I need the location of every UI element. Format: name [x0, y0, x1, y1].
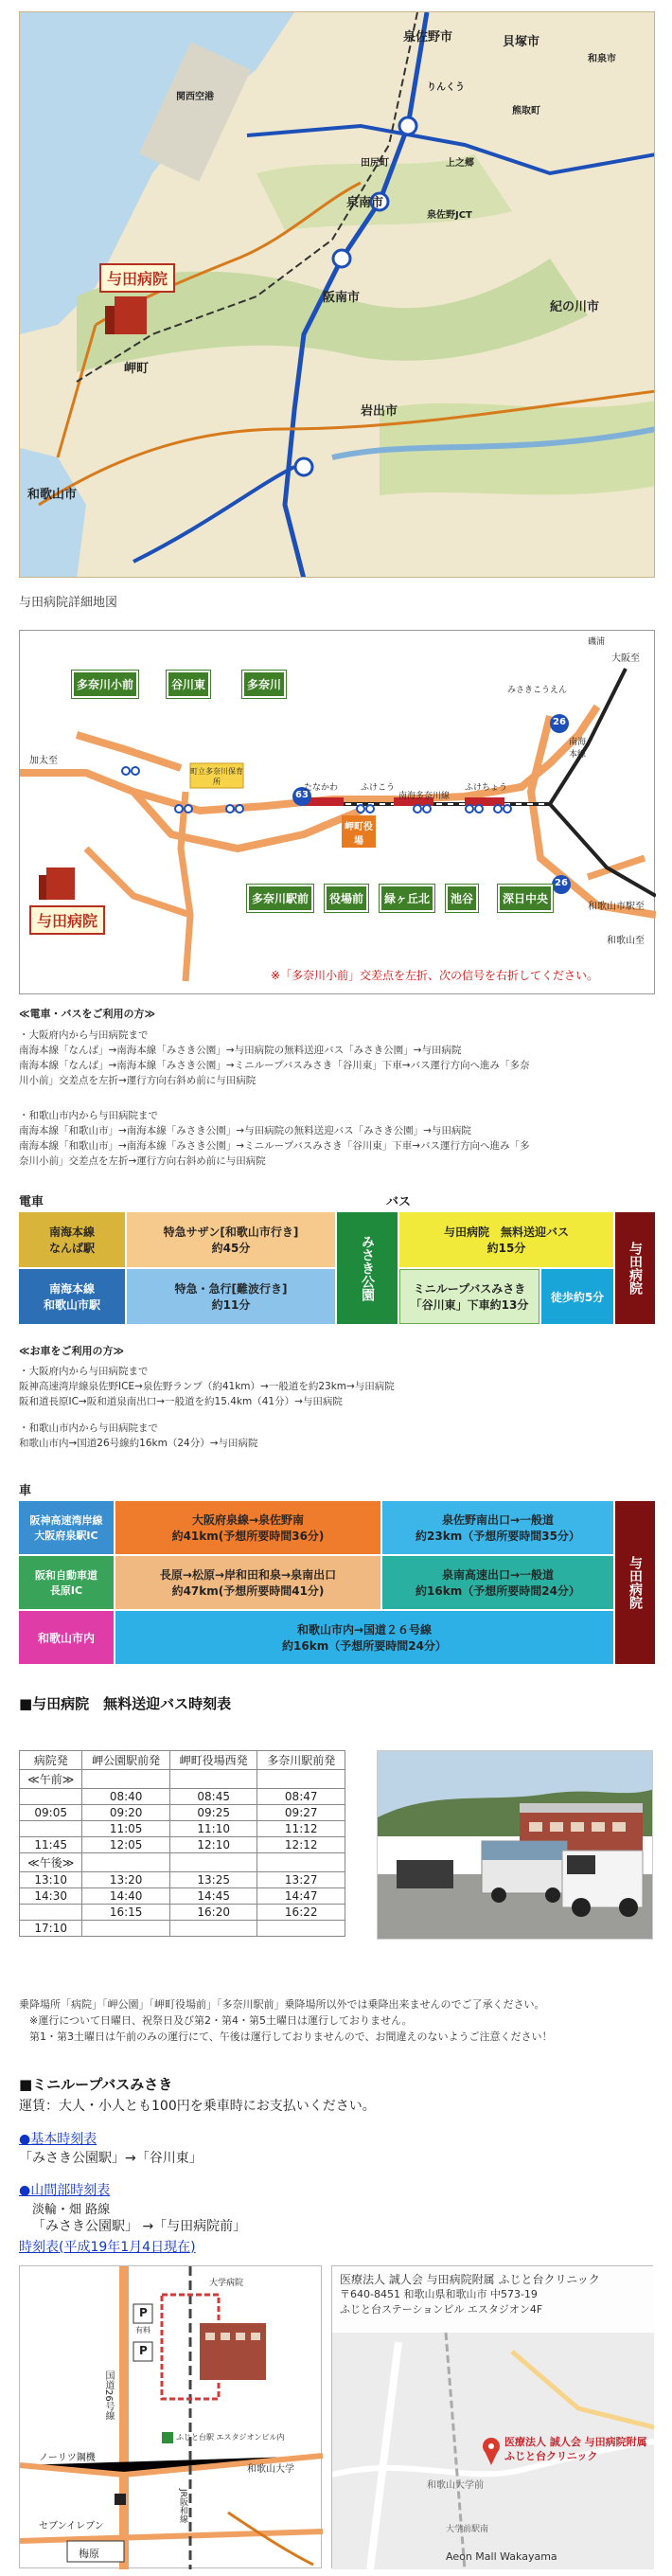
train-para-2-line: 南海本線「和歌山市」→南海本線「みさき公園」→ミニループバスみさき「谷川東」下車→バス運行方向へ進み「多 — [19, 1140, 530, 1152]
train-route-table — [19, 1212, 655, 1326]
tt-col-head: 岬公園駅前発 — [82, 1751, 170, 1770]
bus-timetable — [19, 1750, 345, 1937]
gmap-label-daigakumae: 和歌山大学前 — [427, 2480, 484, 2491]
stop-yakuba: 役場前 — [325, 885, 368, 912]
car-from-hanshin: 阪神高速湾岸線 大阪府泉駅IC — [19, 1501, 114, 1554]
map-label-izumisano: 泉佐野市 — [403, 30, 453, 45]
tt-cell: 16:15 — [82, 1905, 170, 1921]
map-label-jct: 泉佐野JCT — [427, 210, 472, 221]
bus-note-line: ※運行について日曜日、祝祭日及び第2・第4・第5土曜日は運行しておりません。 — [19, 2014, 413, 2027]
clinic-street-map[interactable] — [19, 2265, 322, 2568]
clinic-info-name: 医療法人 誠人会 与田病院附属 ふじと台クリニック — [340, 2273, 600, 2286]
mini-loop-fare: 運賃：大人・小人とも100円を乗車時にお支払いください。 — [19, 2099, 376, 2114]
tt-cell: 14:40 — [82, 1888, 170, 1905]
detail-map-caption: 与田病院詳細地図 — [19, 596, 118, 610]
label-kada: 加太至 — [29, 756, 58, 766]
tt-cell — [82, 1770, 170, 1789]
clinic-google-map[interactable] — [331, 2265, 653, 2568]
mountain-timetable-link[interactable]: ●山間部時刻表 — [19, 2183, 111, 2198]
label-misakikoen: みさきこうえん — [507, 686, 568, 695]
tt-cell — [169, 1770, 257, 1789]
tt-cell: 08:40 — [82, 1789, 170, 1805]
map-label-kumatori: 熊取町 — [512, 106, 540, 116]
label-nankai-main: 南海本線 — [569, 738, 587, 760]
tt-cell: 16:20 — [169, 1905, 257, 1921]
tt-row — [20, 1805, 345, 1821]
clinic-map-paid: 有料 — [135, 2326, 150, 2334]
train-para-2-line: 南海本線「和歌山市」→南海本線「みさき公園」→与田病院の無料送迎バス「みさき公園」→与田病院 — [19, 1125, 471, 1136]
basic-timetable-route: 「みさき公園駅」→「谷川東」 — [19, 2151, 203, 2166]
tt-cell: 13:20 — [82, 1872, 170, 1888]
label-wakayama: 和歌山至 — [607, 936, 645, 946]
bus-timetable-heading: ■与田病院 無料送迎バス時刻表 — [19, 1695, 232, 1712]
tt-cell: 11:05 — [82, 1821, 170, 1837]
car-route-table — [19, 1501, 655, 1672]
gmap-label-aeon: Aeon Mall Wakayama — [446, 2550, 557, 2563]
train-table-head-left: 電車 — [19, 1195, 44, 1209]
map-label-misaki: 岬町 — [124, 362, 150, 376]
mini-loop-heading: ■ミニループバスみさき — [19, 2076, 173, 2093]
tt-body — [20, 1770, 345, 1937]
car-para-1-line: ・大阪府内から与田病院まで — [19, 1366, 149, 1377]
tt-cell — [257, 1921, 345, 1937]
map-label-kaminogo: 上之郷 — [446, 158, 474, 169]
car-para-1-line: 阪神高速湾岸線泉佐野ICE→泉佐野ランプ（約41km）→一般道を約23km→与田病院 — [19, 1381, 395, 1392]
tt-row — [20, 1921, 345, 1937]
clinic-map-p1: P — [139, 2306, 148, 2319]
tt-cell: 14:30 — [20, 1888, 82, 1905]
car-route-2b: 泉南高速出口→一般道 約16km（予想所要時間24分） — [382, 1556, 613, 1609]
car-para-1-line: 阪和道長原IC→阪和道泉南出口→一般道を約15.4km（41分）→与田病院 — [19, 1396, 343, 1407]
route-bus-miniloop: ミニループバスみさき 「谷川東」下車約13分 — [399, 1269, 539, 1324]
tt-row — [20, 1905, 345, 1921]
tt-cell: 14:47 — [257, 1888, 345, 1905]
map-label-kansai-airport: 関西空港 — [176, 92, 214, 102]
tt-cell: 16:22 — [257, 1905, 345, 1921]
tt-cell: 09:27 — [257, 1805, 345, 1821]
tt-cell: 11:12 — [257, 1821, 345, 1837]
stop-tanagawa-eki: 多奈川駅前 — [247, 885, 313, 912]
tt-cell — [257, 1853, 345, 1872]
car-route-1b: 泉佐野南出口→一般道 約23km（予想所要時間35分） — [382, 1501, 613, 1554]
detail-map-note: ※「多奈川小前」交差点を左折、次の信号を右折してください。 — [271, 969, 599, 982]
train-para-2 — [19, 1108, 653, 1169]
area-map[interactable] — [19, 11, 655, 578]
route-walk: 徒歩約5分 — [541, 1269, 613, 1324]
label-tanagawa-line: 南海多奈川線 — [398, 792, 451, 801]
tt-cell: 11:10 — [169, 1821, 257, 1837]
label-osaka: 大阪至 — [611, 653, 640, 664]
stop-tanigawa-higashi: 谷川東 — [167, 671, 210, 698]
tt-cell — [82, 1921, 170, 1937]
bus-photo-svg — [378, 1751, 653, 1940]
clinic-map-jr: JR阪和線 — [178, 2489, 187, 2523]
stop-tanagawa-sho: 多奈川小前 — [72, 671, 138, 698]
mountain-route-stops: 「みさき公園駅」 →「与田病院前」 — [32, 2219, 247, 2234]
car-table-head: 車 — [19, 1484, 32, 1498]
label-tanagawa-kana: たなかわ — [304, 783, 339, 793]
clinic-map-p2: P — [139, 2344, 148, 2357]
map-label-rinku: りんくう — [427, 82, 465, 93]
train-para-1-line: ・大阪府内から与田病院まで — [19, 1029, 149, 1041]
tt-cell: 17:10 — [20, 1921, 82, 1937]
gmap-label-ekiminami: 大学前駅南 — [446, 2525, 489, 2534]
car-from-wakayama: 和歌山市内 — [19, 1611, 114, 1664]
tt-cell: ≪午前≫ — [20, 1770, 82, 1789]
clinic-info-building: ふじと台ステーションビル エスタジオン4F — [340, 2303, 543, 2316]
train-section-title: ≪電車・バスをご利用の方≫ — [19, 1008, 156, 1020]
train-para-1-line: 南海本線「なんば」→南海本線「みさき公園」→ミニループバスみさき「谷川東」下車→バス運行方向へ進み「多奈 — [19, 1060, 530, 1071]
clinic-map-wakadai: 和歌山大学 — [247, 2464, 294, 2475]
clinic-map-daigaku: 大学病院 — [209, 2279, 244, 2288]
tt-cell — [169, 1921, 257, 1937]
town-office-label: 岬町役場 — [345, 822, 373, 847]
label-wakayamashi-eki: 和歌山市駅至 — [588, 902, 645, 912]
clinic-pin-label: 医療法人 誠人会 与田病院附属 ふじと台クリニック — [504, 2436, 647, 2462]
car-section-title: ≪お車をご利用の方≫ — [19, 1345, 125, 1357]
route-63-shield: 63 — [295, 790, 309, 800]
tt-row — [20, 1888, 345, 1905]
tt-cell: 09:05 — [20, 1805, 82, 1821]
label-fukecho: ふけちょう — [465, 783, 508, 793]
route-train-express: 特急・急行[難波行き] 約11分 — [127, 1269, 335, 1324]
detail-map[interactable] — [19, 630, 655, 994]
map-label-tajiri: 田尻町 — [361, 158, 389, 169]
tt-col-head: 岬町役場西発 — [169, 1751, 257, 1770]
tt-cell: 09:25 — [169, 1805, 257, 1821]
car-para-2-line: 和歌山市内→国道26号線約16km（24分）→与田病院 — [19, 1438, 258, 1449]
clinic-map-route26: 国道26号線 — [103, 2370, 114, 2421]
bus-photo — [377, 1750, 653, 1940]
train-para-2-line: 奈川小前」交差点を左折→運行方向右斜め前に与田病院 — [19, 1155, 266, 1167]
tt-cell — [82, 1853, 170, 1872]
tt-cell — [257, 1770, 345, 1789]
clinic-map-station: ふじと台駅 エスタジオンビル内 — [176, 2433, 285, 2442]
stop-tanagawa: 多奈川 — [242, 671, 286, 698]
car-from-hanwa: 阪和自動車道 長原IC — [19, 1556, 114, 1609]
tt-row — [20, 1770, 345, 1789]
train-para-2-line: ・和歌山市内から与田病院まで — [19, 1110, 158, 1121]
train-para-1-line: 南海本線「なんば」→南海本線「みさき公園」→与田病院の無料送迎バス「みさき公園」→与田病院 — [19, 1045, 462, 1056]
label-fukeko: ふけこう — [361, 783, 396, 793]
map-label-hannan: 阪南市 — [323, 291, 361, 305]
route-bus-shuttle: 与田病院 無料送迎バス 約15分 — [399, 1212, 613, 1267]
car-para-1 — [19, 1364, 653, 1409]
car-route-3a: 和歌山市内→国道２６号線 約16km（予想所要時間24分） — [115, 1611, 613, 1664]
tt-cell: 09:20 — [82, 1805, 170, 1821]
map-label-kinokawa: 紀の川市 — [550, 300, 600, 314]
tt-cell: 13:10 — [20, 1872, 82, 1888]
tt-row — [20, 1837, 345, 1853]
car-dest-hospital: 与田病院 — [615, 1501, 655, 1664]
map-label-iwade: 岩出市 — [361, 404, 398, 419]
bus-notes — [19, 1996, 653, 2045]
car-para-2 — [19, 1421, 653, 1451]
area-map-hospital-tag: 与田病院 — [99, 263, 175, 293]
clinic-info — [340, 2272, 600, 2317]
train-table-head-right: バス — [386, 1195, 412, 1209]
tt-col-head: 病院発 — [20, 1751, 82, 1770]
tt-cell: 14:45 — [169, 1888, 257, 1905]
tt-cell: 11:45 — [20, 1837, 82, 1853]
route-from-namba: 南海本線 なんば駅 — [19, 1212, 125, 1267]
map-label-izumi: 和泉市 — [588, 54, 616, 64]
stop-fukechuo: 深日中央 — [498, 885, 553, 912]
tt-cell: 13:25 — [169, 1872, 257, 1888]
label-isoura: 磯浦 — [588, 637, 606, 647]
route-dest-hospital: 与田病院 — [615, 1212, 655, 1324]
tt-cell: 12:12 — [257, 1837, 345, 1853]
car-route-1a: 大阪府泉線→泉佐野南 約41km(予想所要時間36分) — [115, 1501, 380, 1554]
clinic-map-umehara: 梅原 — [79, 2548, 99, 2560]
train-para-1 — [19, 1028, 653, 1088]
mountain-route-line: 淡輪・畑 路線 — [32, 2203, 111, 2217]
tt-cell — [169, 1853, 257, 1872]
car-para-2-line: ・和歌山市内から与田病院まで — [19, 1422, 158, 1434]
detail-hospital-tag: 与田病院 — [29, 905, 105, 935]
stop-iketani: 池谷 — [446, 885, 478, 912]
tt-cell — [20, 1905, 82, 1921]
tt-cell: 12:10 — [169, 1837, 257, 1853]
clinic-map-seven: セブンイレブン — [39, 2521, 104, 2531]
tt-cell — [20, 1821, 82, 1837]
bus-note-line: 乗降場所「病院」「岬公園」「岬町役場前」「多奈川駅前」乗降場所以外では乗降出来ませんのでご了承ください。 — [19, 1998, 545, 2011]
tt-row — [20, 1821, 345, 1837]
timetable-date-link[interactable]: 時刻表(平成19年1月4日現在) — [19, 2240, 196, 2255]
map-label-wakayama: 和歌山市 — [27, 488, 78, 502]
stop-midorigaoka: 緑ヶ丘北 — [380, 885, 434, 912]
train-para-1-line: 川小前」交差点を左折→運行方向右斜め前に与田病院 — [19, 1075, 256, 1086]
map-label-sennan: 泉南市 — [346, 196, 384, 210]
tt-row — [20, 1853, 345, 1872]
tt-cell: 13:27 — [257, 1872, 345, 1888]
tt-row — [20, 1789, 345, 1805]
tt-cell: 08:47 — [257, 1789, 345, 1805]
tt-cell: 08:45 — [169, 1789, 257, 1805]
tt-row — [20, 1872, 345, 1888]
route-train-southern: 特急サザン[和歌山市行き] 約45分 — [127, 1212, 335, 1267]
tt-col-head: 多奈川駅前発 — [257, 1751, 345, 1770]
clinic-map-noritsu: ノーリツ鋼機 — [39, 2453, 96, 2463]
car-route-2a: 長原→松原→岸和田和泉→泉南出口 約47km(予想所要時間41分) — [115, 1556, 380, 1609]
clinic-info-address: 〒640-8451 和歌山県和歌山市 中573-19 — [340, 2288, 538, 2300]
map-label-kaizuka: 貝塚市 — [503, 35, 540, 49]
tt-cell: ≪午後≫ — [20, 1853, 82, 1872]
route-hub-misaki: みさき公園 — [337, 1212, 398, 1324]
route-from-wakayamashi: 南海本線 和歌山市駅 — [19, 1269, 125, 1324]
basic-timetable-link[interactable]: ●基本時刻表 — [19, 2132, 97, 2147]
route-26-shield-south: 26 — [555, 878, 568, 888]
bus-note-line: 第1・第3土曜日は午前のみの運行にて、午後は運行しておりませんので、お間違えのないようご注意ください！ — [19, 2030, 553, 2043]
school-label: 町立多奈川保育所 — [190, 767, 243, 786]
tt-cell: 12:05 — [82, 1837, 170, 1853]
tt-cell — [20, 1789, 82, 1805]
route-26-shield-north: 26 — [553, 717, 566, 727]
